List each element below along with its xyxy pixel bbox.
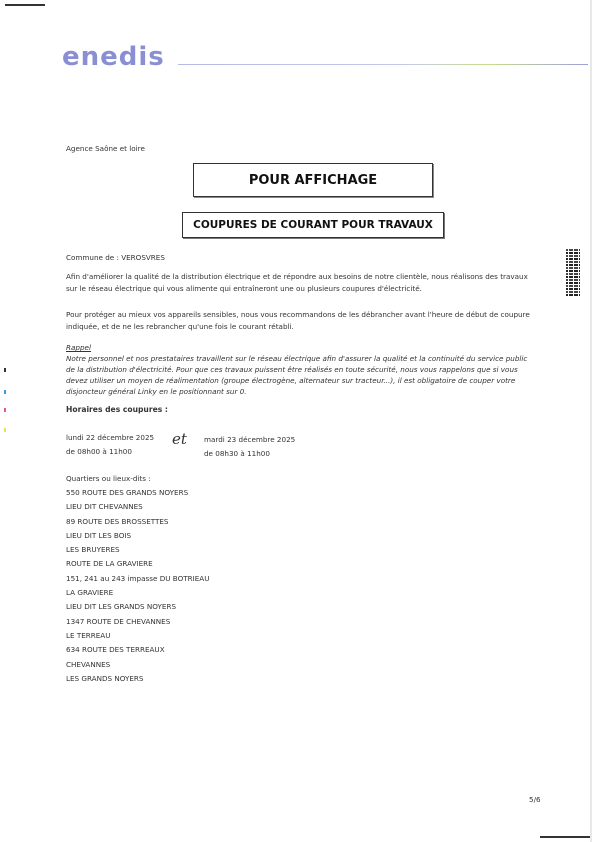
slot-1-date: lundi 22 décembre 2025 [66, 433, 155, 442]
agency-label: Agence Saône et loire [66, 144, 145, 153]
slot-2-date: mardi 23 décembre 2025 [204, 435, 296, 444]
intro-line-1: Afin d'améliorer la qualité de la distribution électrique et de répondre aux besoins de notre clientèle, nous réalisons des travaux [66, 272, 528, 281]
list-item: 634 ROUTE DES TERREAUX [66, 645, 165, 655]
places-title: Quartiers ou lieux-dits : [66, 474, 151, 483]
margin-mark-pink [4, 408, 6, 412]
list-item: LE TERREAU [66, 630, 111, 640]
title-box [193, 163, 433, 197]
schedule-title: Horaires des coupures : [66, 405, 168, 414]
schedule-slot-1 [66, 431, 154, 459]
slot-1-time: de 08h00 à 11h00 [66, 447, 132, 456]
list-item: LA GRAVIERE [66, 588, 114, 598]
list-item: LES GRANDS NOYERS [66, 673, 144, 683]
list-item: 550 ROUTE DES GRANDS NOYERS [66, 488, 189, 497]
protect-line-1: Pour protéger au mieux vos appareils sensibles, nous vous recommandons de les débrancher avant l'heure de début de coupure [66, 310, 530, 319]
intro-line-2: sur le réseau électrique qui vous alimente qui entraîneront une ou plusieurs coupures d'électricité. [66, 284, 422, 293]
page-subtitle: COUPURES DE COURANT POUR TRAVAUX [193, 219, 433, 231]
rappel-title: Rappel [66, 343, 91, 352]
rappel-line-2: de la distribution d'électricité. Pour que ces travaux puissent être réalisés en toute sécurité, nous vous rappelons que si vous [66, 365, 518, 374]
scan-edge-bottom [540, 836, 590, 838]
commune-label: Commune de : VEROSVRES [66, 253, 165, 262]
page-title: POUR AFFICHAGE [248, 172, 378, 188]
intro-paragraph [66, 271, 544, 295]
margin-mark-yellow [4, 428, 6, 432]
enedis-logo: enedis [62, 42, 165, 72]
list-item: LIEU DIT LES GRANDS NOYERS [66, 602, 177, 612]
rappel-line-1: Notre personnel et nos prestataires travaillent sur le réseau électrique afin d'assurer la qualité et la continuité du service public [66, 354, 528, 363]
subtitle-box [182, 212, 444, 238]
list-item: 1347 ROUTE DE CHEVANNES [66, 616, 171, 626]
rappel-line-3: devez utiliser un moyen de réalimentation (groupe électrogène, alternateur sur tracteur...), il est obligatoire de couper votre [66, 376, 516, 385]
margin-mark-blue [4, 390, 6, 394]
header-rule [178, 64, 588, 65]
list-item: LIEU DIT LES BOIS [66, 530, 132, 540]
list-item: ROUTE DE LA GRAVIERE [66, 559, 153, 569]
schedule-slot-2 [204, 433, 295, 461]
list-item: LIEU DIT CHEVANNES [66, 502, 143, 512]
protect-line-2: indiquée, et de ne les rebrancher qu'une fois le courant rétabli. [66, 322, 294, 331]
margin-mark [4, 368, 6, 372]
scan-edge-top [5, 4, 45, 6]
slot-2-time: de 08h30 à 11h00 [204, 449, 270, 458]
list-item: CHEVANNES [66, 659, 111, 669]
datamatrix-code [566, 248, 580, 296]
rappel-block [66, 342, 544, 397]
rappel-line-4: disjoncteur général Linky en le positionnant sur 0. [66, 387, 247, 396]
protect-paragraph [66, 309, 544, 333]
list-item: 151, 241 au 243 impasse DU BOTRIEAU [66, 573, 210, 583]
list-item: 89 ROUTE DES BROSSETTES [66, 516, 169, 526]
page-number: 5/6 [529, 795, 541, 804]
handwritten-et: et [172, 430, 187, 448]
scan-edge-right [590, 0, 592, 842]
list-item: LES BRUYERES [66, 545, 120, 555]
places-list [66, 488, 209, 688]
